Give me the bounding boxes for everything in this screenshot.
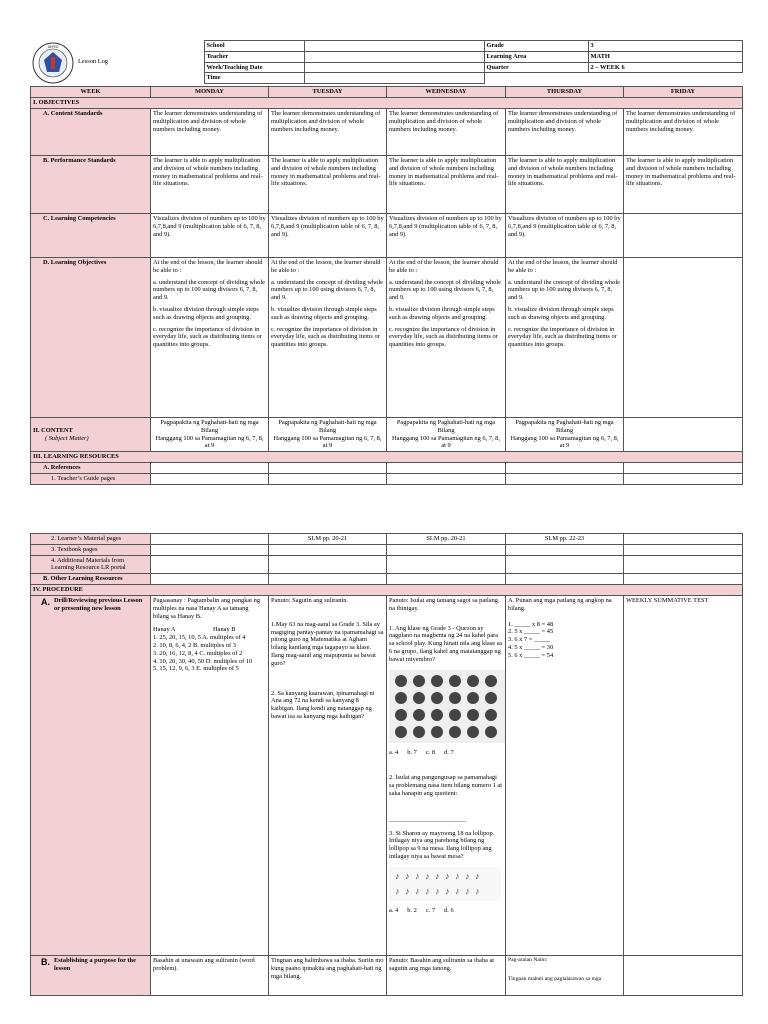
- lollipop-icon: ♪: [465, 885, 470, 896]
- performance-standards-thu: The learner is able to apply multiplication and division of whole numbers including money in mathematical problems and real-life situations.: [506, 155, 624, 213]
- quarter-value: 2 – WEEK 6: [588, 62, 742, 73]
- date-value[interactable]: [304, 62, 484, 73]
- content-fri: [624, 417, 743, 451]
- orange-dot: [413, 709, 425, 721]
- procedure-table: [30, 533, 743, 996]
- monday-header: MONDAY: [151, 87, 269, 98]
- slm-wed: SLM pp. 20-21: [387, 534, 506, 545]
- orange-dot: [449, 675, 461, 687]
- wed-question-3: 3. Si Sharon ay mayroong 18 na lollipop. Inilagay niya ang parehong bilang ng lollipop sa 9 na mesa. Ilang lollipop ang inilagay niya sa bawat mesa?: [389, 829, 495, 861]
- content-standards-mon: The learner demonstrates understanding of multiplication and division of whole numbers including money.: [151, 108, 269, 155]
- orange-dot: [413, 692, 425, 704]
- wed-q3-options: a. 4 b. 2 c. 7 d. 6: [389, 906, 454, 914]
- svg-text:DEPED: DEPED: [47, 45, 59, 49]
- school-value[interactable]: [304, 41, 484, 52]
- drill-thu: [506, 595, 624, 955]
- tuesday-header: TUESDAY: [269, 87, 387, 98]
- purpose-tue: Tingnan ang halimbawa sa ibaba. Suriin mo kung paano ipinakita ang paghahati-hati ng mga bilang.: [269, 955, 387, 995]
- mon-row: 2. 10, 8, 6, 4, 2 B. multiples of 3: [153, 641, 236, 649]
- content-subtitle: ( Subject Matter): [45, 434, 89, 442]
- content-standards-thu: The learner demonstrates understanding of multiplication and division of whole numbers including money.: [506, 108, 624, 155]
- teacher-value[interactable]: [304, 51, 484, 62]
- orange-dot: [431, 675, 443, 687]
- objectives-intro: At the end of the lesson, the learner should be able to :: [508, 258, 618, 274]
- objectives-tue: [269, 257, 387, 417]
- wed-question-2: 2. Isulat ang pangungusap sa pamamahagi sa problemang nasa item bilang numero 1 at saka hanapin ang quotient:: [389, 774, 503, 797]
- lollipop-icon: ♪: [405, 885, 410, 896]
- grade-label: Grade: [484, 41, 588, 52]
- lollipop-icon: ♪: [395, 885, 400, 896]
- lollipop-icon: ♪: [435, 870, 440, 881]
- orange-dot: [485, 726, 497, 738]
- lollipop-icon: ♪: [475, 885, 480, 896]
- orange-dot: [395, 726, 407, 738]
- content-standards-wed: The learner demonstrates understanding of multiplication and division of whole numbers including money.: [387, 108, 506, 155]
- purpose-mon: Basahin at unawain ang suliranin (word problem).: [151, 955, 269, 995]
- drill-label: Drill/Reviewing previous Lesson or presenting new lesson: [54, 596, 143, 612]
- competencies-wed: Visualizes division of numbers up to 100 by 6,7,8,and 9 (multiplication table of 6, 7, 8, and 9).: [387, 213, 506, 257]
- orange-dot: [449, 709, 461, 721]
- lollipop-icon: ♪: [475, 870, 480, 881]
- orange-dot: [449, 726, 461, 738]
- learning-resources-title: III. LEARNING RESOURCES: [31, 452, 743, 463]
- content-wed: Pagpapakita ng Paghahati-hati ng mga Bilang Hanggang 100 sa Pamamagitan ng 6, 7, 8, at 9: [387, 417, 506, 451]
- orange-dot: [431, 692, 443, 704]
- week-header: WEEK: [31, 87, 151, 98]
- orange-dot: [467, 692, 479, 704]
- lollipop-icon: ♪: [445, 870, 450, 881]
- date-label: Week/Teaching Date: [204, 62, 304, 73]
- additional-materials-label: 4. Additional Materials from Learning Resource LR portal: [31, 555, 151, 574]
- objective-a: a. understand the concept of dividing whole numbers up to 100 using divisors 6, 7, 8, and 9.: [389, 278, 501, 302]
- tue-question-2: 2. Sa kanyang kaarawan, ipinamahagi ni Ana ang 72 na kendi sa kanyang 8 kaibigan. Ilang kendi ang natanggap ng bawat isa sa kanyang mga kaibigan?: [271, 689, 375, 720]
- learning-area-label: Learning Area: [484, 51, 588, 62]
- performance-standards-wed: The learner is able to apply multiplication and division of whole numbers including money in mathematical problems and real-life situations.: [387, 155, 506, 213]
- purpose-letter: B.: [41, 956, 50, 967]
- thu-instructions: A. Punan ang mga patlang ng angkop na bilang.: [508, 596, 612, 612]
- objective-a: a. understand the concept of dividing whole numbers up to 100 using divisors 6, 7, 8, and 9.: [508, 278, 620, 302]
- content-label-cell: [31, 417, 151, 451]
- performance-standards-fri: The learner is able to apply multiplication and division of whole numbers including money in mathematical problems and real-life situations.: [624, 155, 743, 213]
- performance-standards-tue: The learner is able to apply multiplication and division of whole numbers including money in mathematical problems and real-life situations.: [269, 155, 387, 213]
- purpose-thu: [506, 955, 624, 995]
- content-tue: Pagpapakita ng Paghahati-hati ng mga Bilang Hanggang 100 sa Pamamagitan ng 6, 7, 8, at 9: [269, 417, 387, 451]
- objectives-title: I. OBJECTIVES: [31, 98, 743, 109]
- wed-answer-blank[interactable]: ________________________: [389, 815, 466, 823]
- slm-tue: SLM pp. 20-21: [269, 534, 387, 545]
- orange-dot: [485, 692, 497, 704]
- learners-material-label: 2. Learner’s Material pages: [31, 534, 151, 545]
- objective-b: b. visualize division through simple steps such as drawing objects and grouping.: [389, 305, 495, 321]
- competencies-fri: [624, 213, 743, 257]
- content-thu: Pagpapakita ng Paghahati-hati ng mga Bilang Hanggang 100 sa Pamamagitan ng 6, 7, 8, at 9: [506, 417, 624, 451]
- wednesday-header: WEDNESDAY: [387, 87, 506, 98]
- mon-row: 4. 10, 20, 30, 40, 50 D. multiples of 10: [153, 657, 253, 665]
- wed-question-1: 1. Ang klase ng Grade 3 - Quezon ay nagplano na magbenta ng 24 na kahel para sa school play. Kung hinati nila ang klase sa 6 na grupo, ilang kahel ang matatanggap ng bawat miyembro?: [389, 624, 502, 663]
- drill-tue: [269, 595, 387, 955]
- drill-mon: [151, 595, 269, 955]
- lollipop-icon: ♪: [445, 885, 450, 896]
- tue-instructions: Panuto: Sagutin ang suliranin.: [271, 596, 349, 604]
- references-label: A. References: [31, 462, 151, 473]
- textbook-label: 3. Textbook pages: [31, 544, 151, 555]
- orange-dot: [413, 675, 425, 687]
- objective-c: c. recognize the importance of division in everyday life, such as distributing items or quantities into groups.: [271, 325, 380, 349]
- thu-item: 5. 6 x _____ = 54: [508, 651, 554, 659]
- school-label: School: [204, 41, 304, 52]
- learning-objectives-label: D. Learning Objectives: [31, 257, 151, 417]
- orange-dot: [467, 675, 479, 687]
- grade-value: 3: [588, 41, 742, 52]
- friday-header: FRIDAY: [624, 87, 743, 98]
- orange-dot: [467, 709, 479, 721]
- thursday-header: THURSDAY: [506, 87, 624, 98]
- column-a-label: Hanay A: [153, 626, 176, 634]
- procedure-title: IV. PROCEDURE: [31, 585, 743, 596]
- orange-dot: [395, 692, 407, 704]
- orange-dot: [431, 726, 443, 738]
- objective-b: b. visualize division through simple steps such as drawing objects and grouping.: [271, 305, 377, 321]
- objective-c: c. recognize the importance of division in everyday life, such as distributing items or quantities into groups.: [153, 325, 262, 349]
- purpose-wed: Panuto: Basahin ang suliranin sa ibaba at sagutin ang mga tanong.: [387, 955, 506, 995]
- content-mon: Pagpapakita ng Paghahati-hati ng mga Bilang Hanggang 100 sa Pamamagitan ng 6, 7, 8, at 9: [151, 417, 269, 451]
- wed-instructions: Panuto: Isulat ang tamang sagot sa patlang na ibinigay.: [389, 596, 498, 612]
- teacher-label: Teacher: [204, 51, 304, 62]
- column-b-label: Hanay B: [213, 626, 236, 634]
- orange-dot: [485, 675, 497, 687]
- wed-q1-options: a. 4 b. 7 c. 8 d. 7: [389, 748, 454, 756]
- thu-item: 3. 6 x 7 = _____: [508, 636, 550, 644]
- lesson-plan-page-2: [30, 533, 742, 996]
- orange-dot: [485, 709, 497, 721]
- orange-dot: [413, 726, 425, 738]
- competencies-mon: Visualizes division of numbers up to 100 by 6,7,8,and 9 (multiplication table of 6, 7, 8, and 9).: [151, 213, 269, 257]
- lollipop-icon: ♪: [405, 870, 410, 881]
- content-title: II. CONTENT: [33, 426, 73, 434]
- thu-item: 4. 5 x _____ = 30: [508, 643, 554, 651]
- thu-item: 2. 5 x _____ = 45: [508, 628, 554, 636]
- lollipop-icon: ♪: [425, 870, 430, 881]
- lollipop-icon: ♪: [395, 870, 400, 881]
- mon-row: 5. 15, 12, 9, 6, 3 E. multiples of 5: [153, 665, 239, 673]
- header-table: [30, 40, 743, 84]
- lollipop-icon: ♪: [465, 870, 470, 881]
- time-value[interactable]: [304, 73, 484, 84]
- orange-dot: [431, 709, 443, 721]
- lesson-log-label: Lesson Log: [78, 58, 108, 66]
- objectives-table: [30, 86, 743, 484]
- tue-question-1: 1.May 63 na mag-aaral sa Grade 3. Sila ay magiging pantay-pantay na ipamamahagi sa pitong guro ng Matematika at Agham bilang kanilang mga tagapayo sa klase. Ilang mag-aaral ang mapupunta sa bawat guro?: [271, 620, 384, 667]
- objective-a: a. understand the concept of dividing whole numbers up to 100 using divisors 6, 7, 8, and 9.: [271, 278, 383, 302]
- oranges-illustration: [389, 670, 505, 743]
- other-resources-label: B. Other Learning Resources: [31, 574, 151, 585]
- orange-dot: [395, 675, 407, 687]
- objectives-intro: At the end of the lesson, the learner should be able to :: [153, 258, 263, 274]
- orange-dot: [449, 692, 461, 704]
- slm-thu: SLM pp. 22-23: [506, 534, 624, 545]
- objectives-thu: [506, 257, 624, 417]
- drill-fri: WEEKLY SUMMATIVE TEST: [624, 595, 743, 955]
- purpose-label: Establishing a purpose for the lesson: [54, 956, 136, 972]
- purpose-label-cell: [31, 955, 151, 995]
- thu-study-title: Pag-aralan Natin:: [508, 956, 548, 963]
- objectives-wed: [387, 257, 506, 417]
- orange-dot: [467, 726, 479, 738]
- orange-dot: [395, 709, 407, 721]
- competencies-thu: Visualizes division of numbers up to 100 by 6,7,8,and 9 (multiplication table of 6, 7, 8, and 9).: [506, 213, 624, 257]
- objective-a: a. understand the concept of dividing whole numbers up to 100 using divisors 6, 7, 8, and 9.: [153, 278, 265, 302]
- competencies-tue: Visualizes division of numbers up to 100 by 6,7,8,and 9 (multiplication table of 6, 7, 8, and 9).: [269, 213, 387, 257]
- lollipop-icon: ♪: [455, 885, 460, 896]
- objectives-intro: At the end of the lesson, the learner should be able to :: [271, 258, 381, 274]
- objective-c: c. recognize the importance of division in everyday life, such as distributing items or quantities into groups.: [389, 325, 498, 349]
- drill-label-cell: [31, 595, 151, 955]
- thu-item: 1. _____ x 8 = 48: [508, 620, 554, 628]
- lollipops-illustration: [389, 867, 501, 901]
- quarter-label: Quarter: [484, 62, 588, 73]
- objective-b: b. visualize division through simple steps such as drawing objects and grouping.: [508, 305, 614, 321]
- thu-study-text: Tingnan mabuti ang paglalarawan sa mga: [508, 975, 602, 982]
- objectives-intro: At the end of the lesson, the learner should be able to :: [389, 258, 499, 274]
- objective-c: c. recognize the importance of division in everyday life, such as distributing items or quantities into groups.: [508, 325, 617, 349]
- content-standards-label: A. Content Standards: [31, 108, 151, 155]
- content-standards-fri: The learner demonstrates understanding of multiplication and division of whole numbers including money.: [624, 108, 743, 155]
- lollipop-icon: ♪: [425, 885, 430, 896]
- learning-competencies-label: C. Learning Competencies: [31, 213, 151, 257]
- performance-standards-mon: The learner is able to apply multiplication and division of whole numbers including money in mathematical problems and real-life situations.: [151, 155, 269, 213]
- lollipop-icon: ♪: [415, 885, 420, 896]
- lollipop-icon: ♪: [435, 885, 440, 896]
- content-standards-tue: The learner demonstrates understanding of multiplication and division of whole numbers including money.: [269, 108, 387, 155]
- deped-seal-logo: [32, 42, 74, 84]
- mon-row: 3. 20, 16, 12, 8, 4 C. multiples of 2: [153, 649, 243, 657]
- lollipop-icon: ♪: [455, 870, 460, 881]
- objectives-mon: [151, 257, 269, 417]
- performance-standards-label: B. Performance Standards: [31, 155, 151, 213]
- lollipop-icon: ♪: [415, 870, 420, 881]
- purpose-fri: [624, 955, 743, 995]
- time-label: Time: [204, 73, 304, 84]
- mon-row: 1. 25, 20, 15, 10, 5 A. multiples of 4: [153, 634, 246, 642]
- teachers-guide-label: 1. Teacher’s Guide pages: [31, 473, 151, 484]
- learning-area-value: MATH: [588, 51, 742, 62]
- lesson-plan-page-1: [30, 40, 742, 485]
- drill-letter: A.: [41, 596, 50, 607]
- mon-instructions: Pagsasanay : Pagtambalin ang pangkat ng multiples na nasa Hanay A sa tamang bilang sa Hanay B.: [153, 596, 261, 620]
- objective-b: b. visualize division through simple steps such as drawing objects and grouping.: [153, 305, 259, 321]
- objectives-fri: [624, 257, 743, 417]
- drill-wed: [387, 595, 506, 955]
